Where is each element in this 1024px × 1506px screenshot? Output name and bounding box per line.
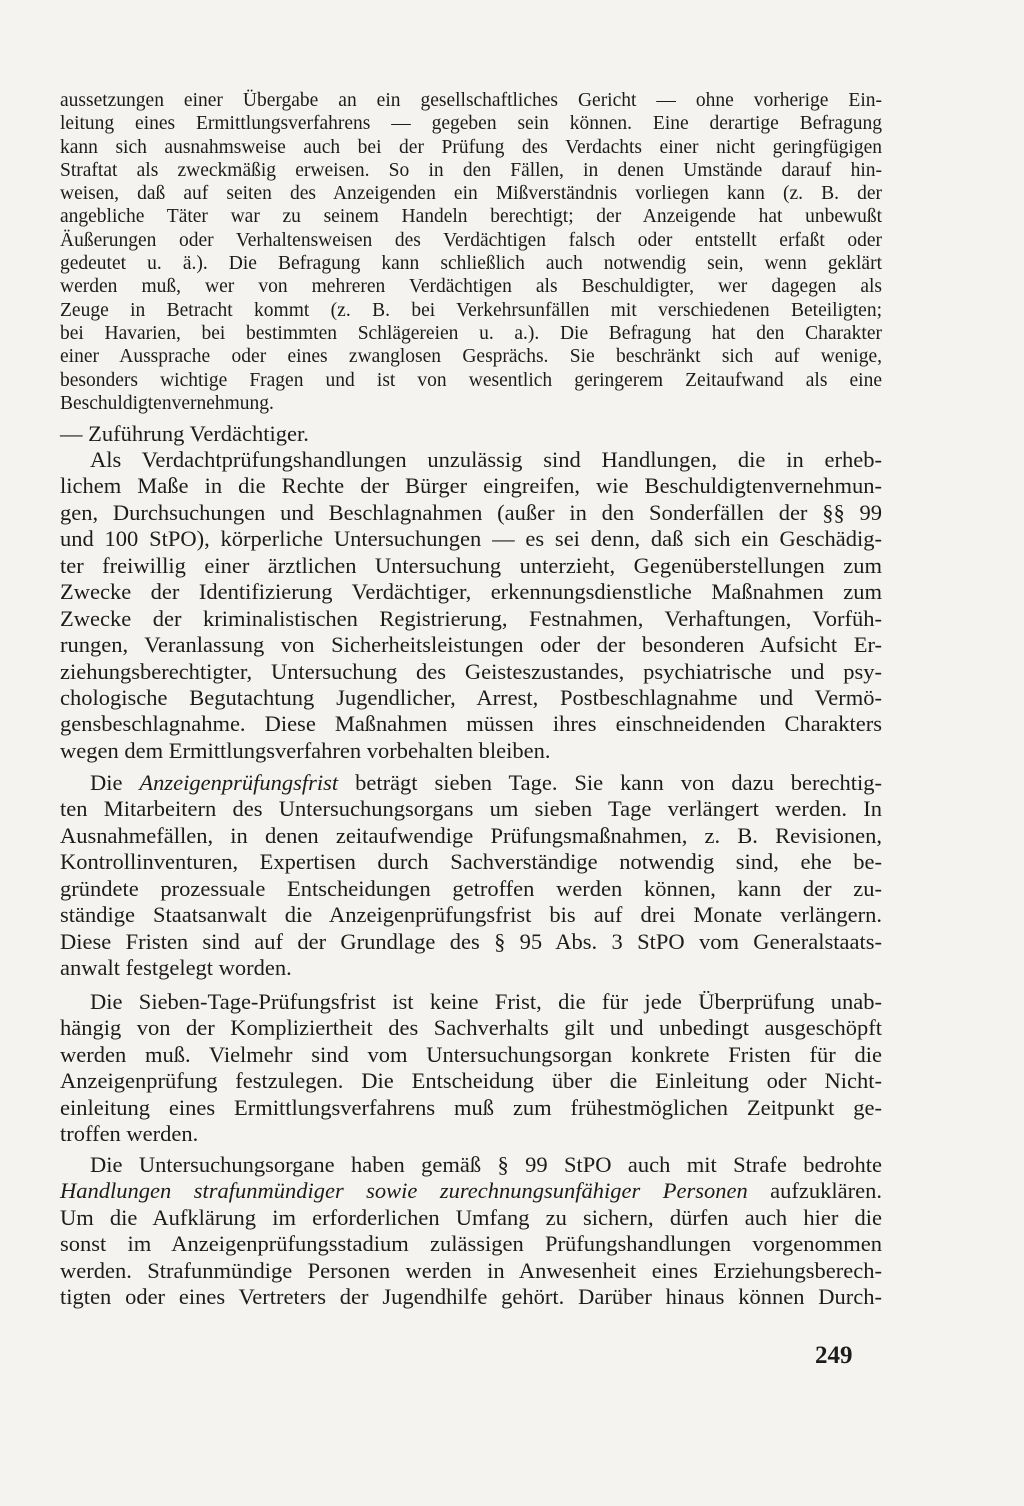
paragraph-befragung: [60, 89, 882, 415]
text-line: werden muß. Vielmehr sind vom Untersuchungsorgan konkrete Fristen für die: [60, 1041, 882, 1067]
paragraph-sieben-tage-frist: [60, 989, 882, 1148]
text-line: werden muß, wer von mehreren Verdächtigen als Beschuldigter, wer dagegen als: [60, 276, 882, 298]
text-line: einer Aussprache oder eines zwanglosen Gesprächs. Sie beschränkt sich auf wenige,: [60, 346, 882, 368]
text-line: angebliche Täter war zu seinem Handeln berechtigt; der Anzeigende hat unbewußt: [60, 206, 882, 228]
text-line: Zwecke der kriminalistischen Registrierung, Festnahmen, Verhaftungen, Vorfüh-: [60, 605, 882, 631]
text-line: Diese Fristen sind auf der Grundlage des § 95 Abs. 3 StPO vom Generalstaats-: [60, 928, 882, 954]
text-line: [60, 1178, 882, 1204]
text-line: Straftat als zweckmäßig erweisen. So in den Fällen, in denen Umstände darauf hin-: [60, 159, 882, 181]
text-line: troffen werden.: [60, 1121, 199, 1147]
text-line: Zwecke der Identifizierung Verdächtiger, erkennungsdienstliche Maßnahmen zum: [60, 579, 882, 605]
text-line: anwalt festgelegt worden.: [60, 955, 292, 981]
paragraph-unzulaessige-handlungen: [60, 447, 882, 764]
text-line: besonders wichtige Fragen und ist von wesentlich geringerem Zeitaufwand als eine: [60, 369, 882, 391]
text-line: ten Mitarbeitern des Untersuchungsorgans um sieben Tage verlängert werden. In: [60, 796, 882, 822]
emphasized-term: Handlungen strafunmündiger sowie zurechnungsunfähiger Personen: [60, 1178, 748, 1204]
text-line: gen, Durchsuchungen und Beschlagnahmen (außer in den Sonderfällen der §§ 99: [60, 499, 882, 525]
text-line: ter freiwillig einer ärztlichen Untersuchung unterzieht, Gegenüberstellungen zum: [60, 552, 882, 578]
text-line: Ausnahmefällen, in denen zeitaufwendige Prüfungsmaßnahmen, z. B. Revisionen,: [60, 822, 882, 848]
text-line: Kontrollinventuren, Expertisen durch Sachverständige notwendig sind, ehe be-: [60, 849, 882, 875]
text-line: gedeutet u. ä.). Die Befragung kann schließlich auch notwendig sein, wenn geklärt: [60, 253, 882, 275]
text-line: gensbeschlagnahme. Diese Maßnahmen müssen ihres einschneidenden Charakters: [60, 711, 882, 737]
text-line: Zeuge in Betracht kommt (z. B. bei Verkehrsunfällen mit verschiedenen Beteiligten;: [60, 299, 882, 321]
text-line: Anzeigenprüfung festzulegen. Die Entscheidung über die Einleitung oder Nicht-: [60, 1068, 882, 1094]
text-line: ziehungsberechtigter, Untersuchung des Geisteszustandes, psychiatrische und psy-: [60, 658, 882, 684]
emphasized-term: Anzeigenprüfungsfrist: [139, 770, 339, 795]
text-line: leitung eines Ermittlungsverfahrens — gegeben sein können. Eine derartige Befragung: [60, 113, 882, 135]
text-line: tigten oder eines Vertreters der Jugendhilfe gehört. Darüber hinaus können Durch-: [60, 1284, 882, 1310]
paragraph-strafunmuendige: [60, 1152, 882, 1311]
text-line: kann sich ausnahmsweise auch bei der Prüfung des Verdachts einer nicht geringfügigen: [60, 136, 882, 158]
text-line: Die Sieben-Tage-Prüfungsfrist ist keine Frist, die für jede Überprüfung unab-: [90, 989, 882, 1014]
text-line: werden. Strafunmündige Personen werden in Anwesenheit eines Erziehungsberech-: [60, 1257, 882, 1283]
page-number: 249: [815, 1342, 853, 1369]
text-line: bei Havarien, bei bestimmten Schlägereien u. a.). Die Befragung hat den Charakter: [60, 322, 882, 344]
text-line: gründete prozessuale Entscheidungen getroffen werden können, kann der zu-: [60, 875, 882, 901]
paragraph-anzeigenpruefungsfrist: [60, 770, 882, 982]
text-line: weisen, daß auf seiten des Anzeigenden ein Mißverständnis vorliegen kann (z. B. der: [60, 183, 882, 205]
text-line: und 100 StPO), körperliche Untersuchungen — es sei denn, daß sich ein Geschädig-: [60, 526, 882, 552]
list-item-zufuehrung: — Zuführung Verdächtiger.: [60, 421, 309, 446]
text-line: Um die Aufklärung im erforderlichen Umfang zu sichern, dürfen auch hier die: [60, 1204, 882, 1230]
text-line: chologische Begutachtung Jugendlicher, Arrest, Postbeschlagnahme und Vermö-: [60, 684, 882, 710]
text-line: [60, 770, 882, 796]
text-line: Als Verdachtprüfungshandlungen unzulässig sind Handlungen, die in erheb-: [90, 447, 882, 472]
text-line: Beschuldigtenvernehmung.: [60, 392, 274, 414]
text-line: Äußerungen oder Verhaltensweisen des Verdächtigen falsch oder entstellt erfaßt oder: [60, 229, 882, 251]
text-line: Die Untersuchungsorgane haben gemäß § 99 StPO auch mit Strafe bedrohte: [90, 1152, 882, 1177]
text-fragment: Die: [90, 770, 140, 795]
text-line: rungen, Veranlassung von Sicherheitsleistungen oder der besonderen Aufsicht Er-: [60, 632, 882, 658]
text-fragment: beträgt sieben Tage. Sie kann von dazu berechtig-: [338, 770, 882, 795]
text-line: ständige Staatsanwalt die Anzeigenprüfungsfrist bis auf drei Monate verlängern.: [60, 902, 882, 928]
text-fragment: aufzuklären.: [747, 1178, 882, 1204]
text-line: einleitung eines Ermittlungsverfahrens muß zum frühestmöglichen Zeitpunkt ge-: [60, 1094, 882, 1120]
text-line: lichem Maße in die Rechte der Bürger eingreifen, wie Beschuldigtenvernehmun-: [60, 473, 882, 499]
text-line: hängig von der Kompliziertheit des Sachverhalts gilt und unbedingt ausgeschöpft: [60, 1015, 882, 1041]
text-line: wegen dem Ermittlungsverfahren vorbehalten bleiben.: [60, 737, 551, 763]
text-line: sonst im Anzeigenprüfungsstadium zulässigen Prüfungshandlungen vorgenommen: [60, 1231, 882, 1257]
text-line: aussetzungen einer Übergabe an ein gesellschaftliches Gericht — ohne vorherige Ein-: [60, 90, 882, 111]
